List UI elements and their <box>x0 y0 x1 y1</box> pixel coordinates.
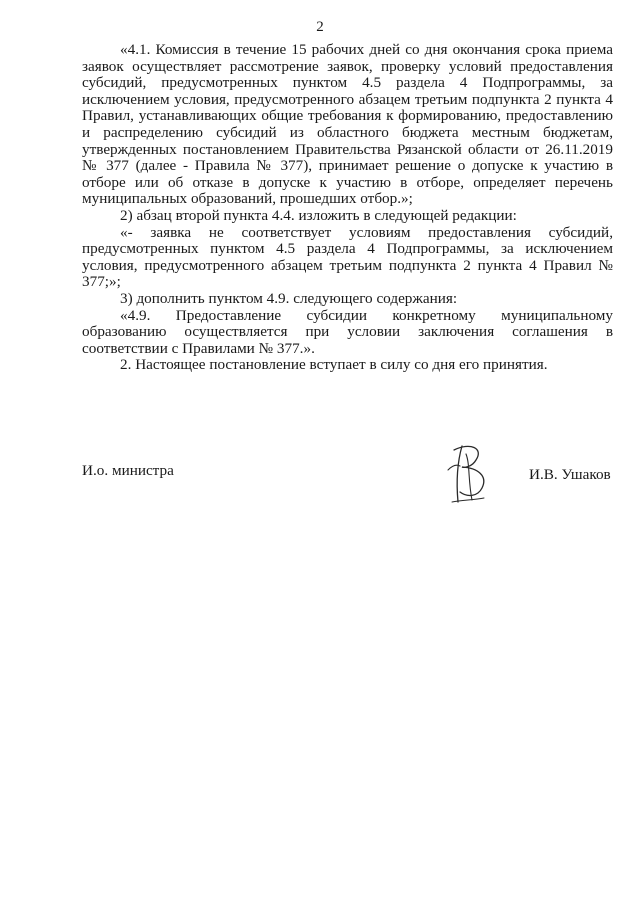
paragraph-4-1: «4.1. Комиссия в течение 15 рабочих дней со дня окончания срока приема заявок осуществляет рассмотрение заявок, проверку условий предоставления субсидий, предусмотренных пунктом 4.5 раздела 4 Подпрограммы, за исключением условия, предусмотренного абзацем третьим подпункта 2 пункта 4 Правил, устанавливающих общие требования к формированию, предоставлению и распределению субсидий из областного бюджета местным бюджетам, утвержденных постановлением Правительства Рязанской области от 26.11.2019 № 377 (далее - Правила № 377), принимает решение о допуске к участию в отборе или об отказе в допуске к участию в отборе, определяет перечень муниципальных образований, прошедших отбор.»; <box>82 41 613 208</box>
signature-block <box>0 456 640 516</box>
signatory-name: И.В. Ушаков <box>529 466 611 483</box>
document-body <box>82 42 613 374</box>
paragraph-effective-date: 2. Настоящее постановление вступает в силу со дня его принятия. <box>120 356 548 374</box>
handwritten-signature <box>440 440 500 510</box>
paragraph-4-9: «4.9. Предоставление субсидии конкретному муниципальному образованию осуществляется при условии заключения соглашения в соответствии с Правилами № 377.». <box>82 306 613 357</box>
paragraph-amendment-3: 3) дополнить пунктом 4.9. следующего содержания: <box>120 289 458 307</box>
paragraph-4-4-text: «- заявка не соответствует условиям предоставления субсидий, предусмотренных пунктом 4.5 раздела 4 Подпрограммы, за исключением условия, предусмотренного абзацем третьим подпункта 2 пункта 4 Правил № 377;»; <box>82 223 613 291</box>
page-number: 2 <box>316 19 324 35</box>
signatory-title: И.о. министра <box>82 462 174 479</box>
paragraph-amendment-2: 2) абзац второй пункта 4.4. изложить в следующей редакции: <box>120 206 517 224</box>
